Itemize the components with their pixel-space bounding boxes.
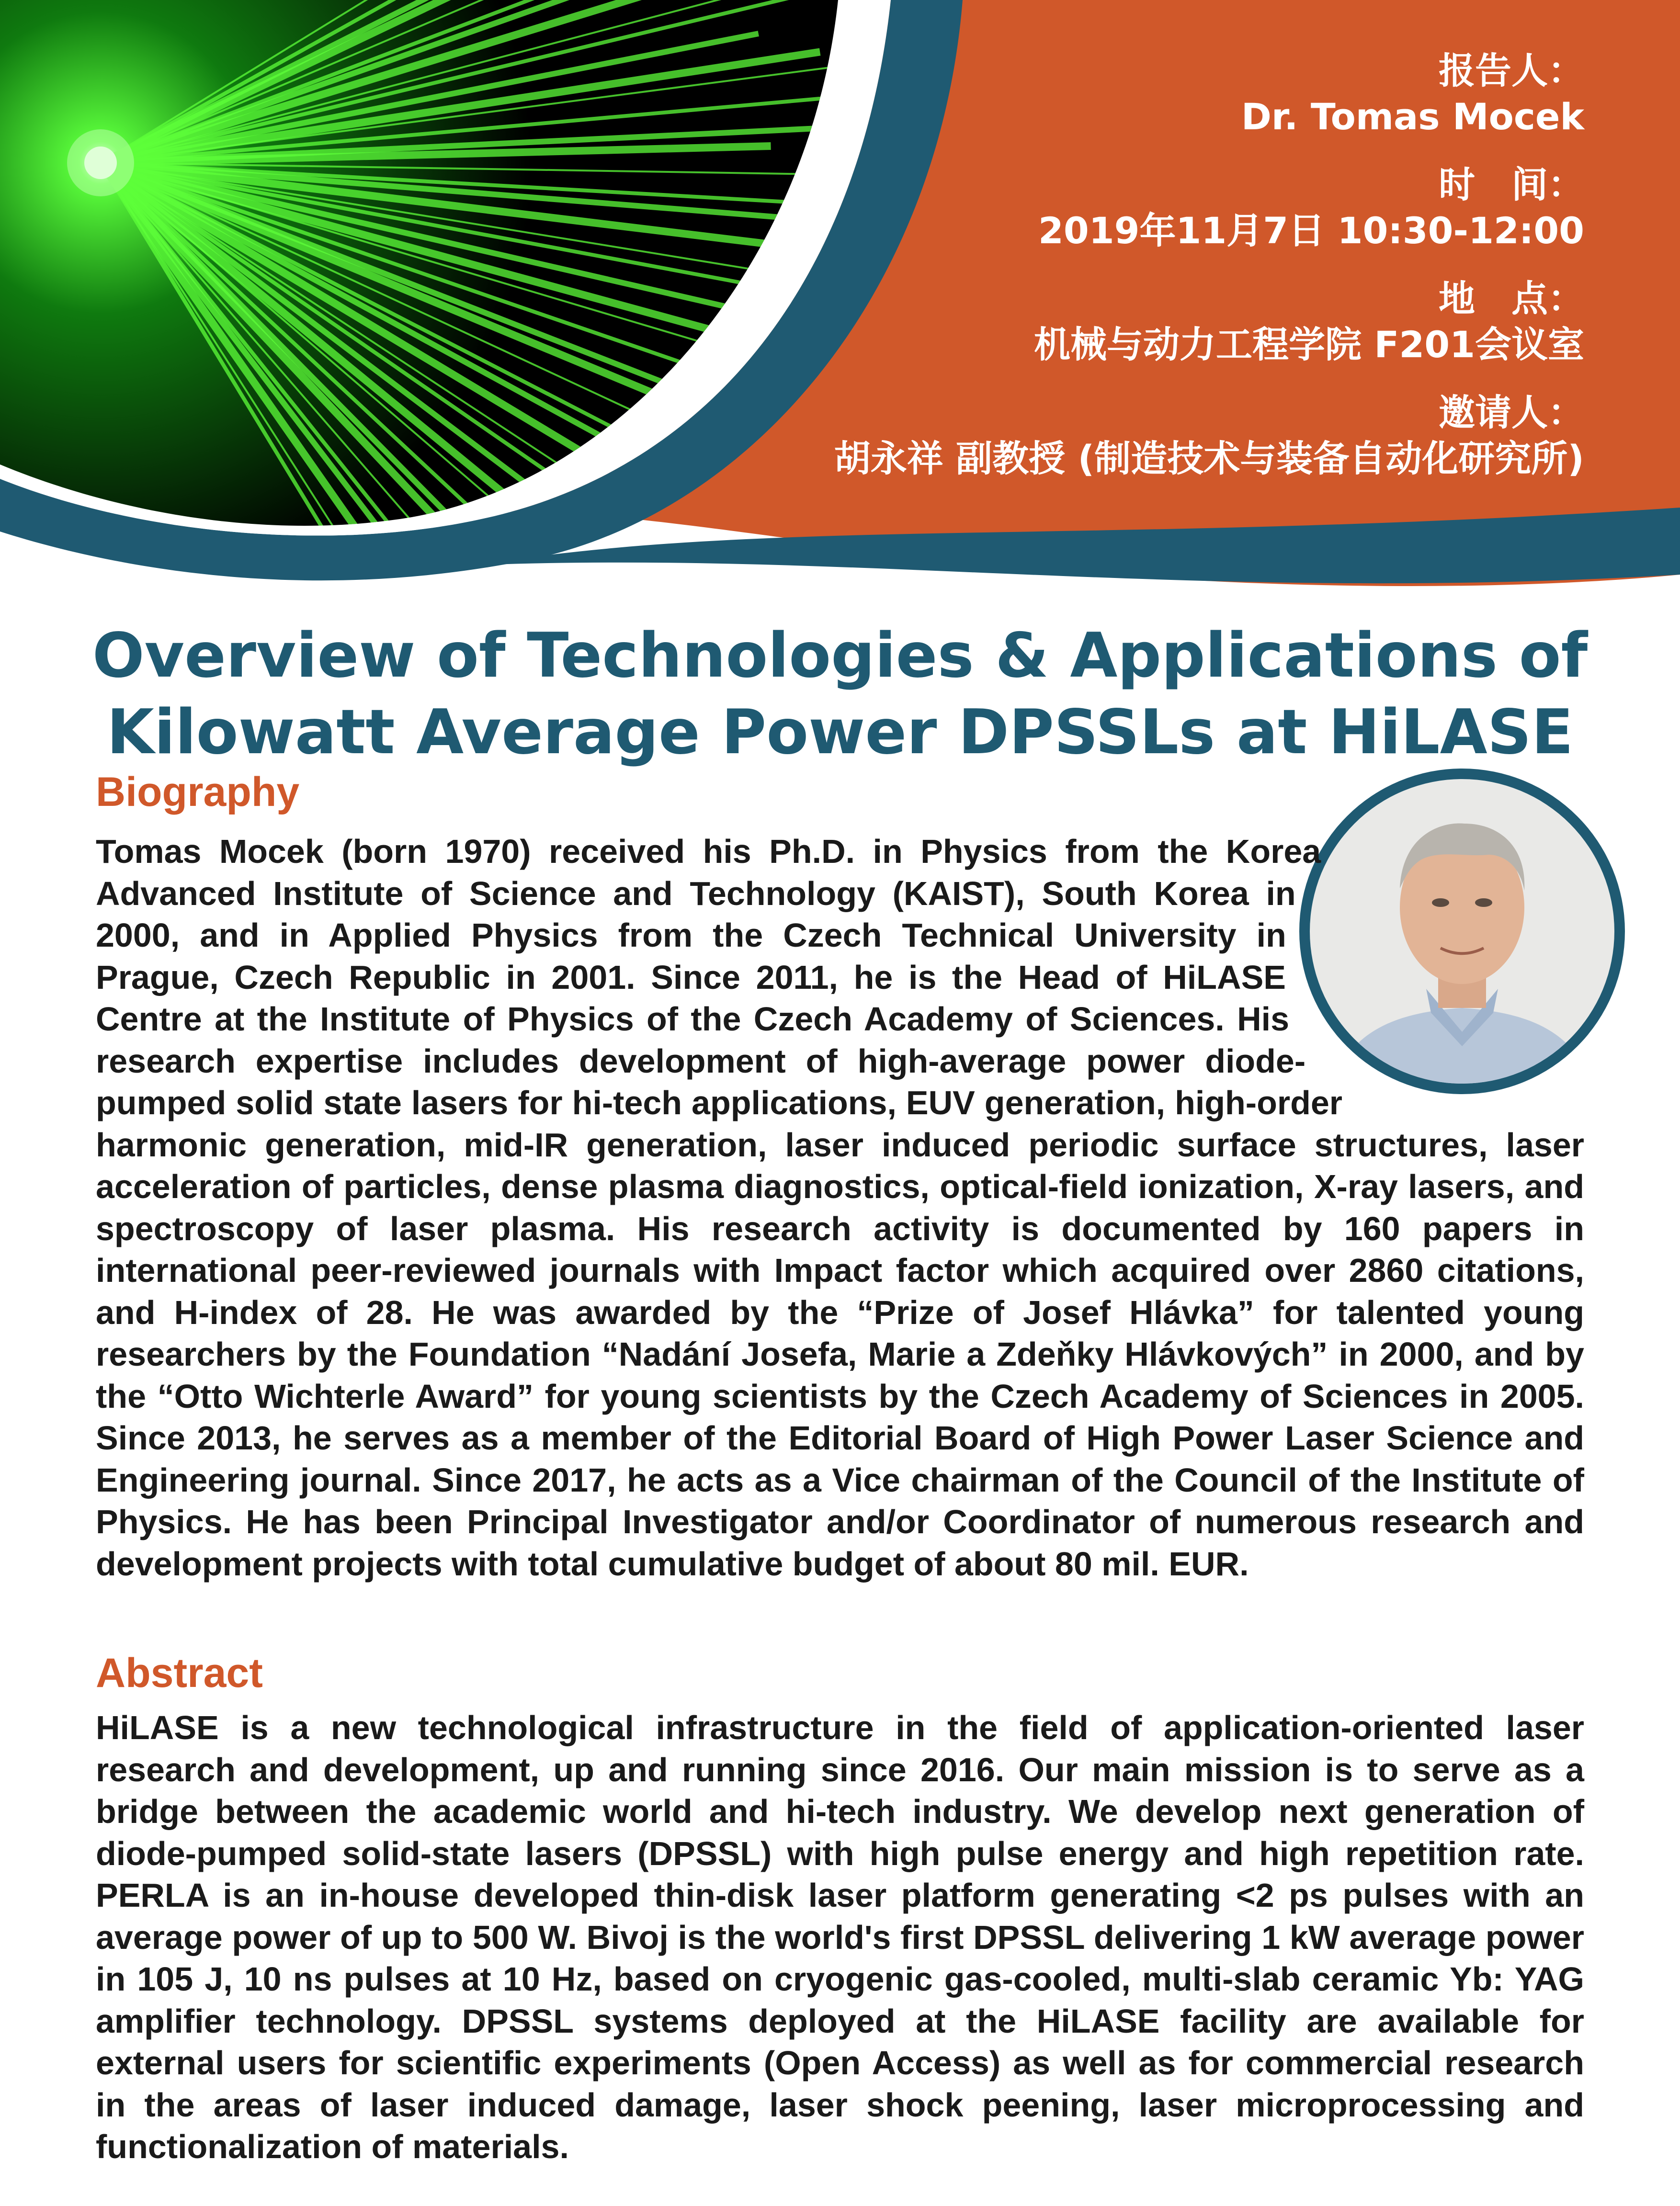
biography-heading: Biography: [96, 769, 300, 815]
time-value: 2019年11月7日 10:30-12:00: [1038, 209, 1584, 252]
place-value: 机械与动力工程学院 F201会议室: [1033, 323, 1584, 366]
title-line-1: Overview of Technologies & Applications of: [92, 620, 1588, 691]
abstract-heading: Abstract: [96, 1650, 263, 1696]
speaker-label: 报告人：: [1439, 49, 1584, 92]
event-info: [834, 48, 1584, 504]
speaker-name: Dr. Tomas Mocek: [1241, 95, 1584, 138]
title-line-2: Kilowatt Average Power DPSSLs at HiLASE: [106, 697, 1574, 768]
host-label: 邀请人：: [1439, 391, 1584, 434]
talk-title: [0, 618, 1680, 771]
biography-text: Tomas Mocek (born 1970) received his Ph.D. in Physics from the Korea Advanced Institute of Science and Technology (KAIST), South Korea in 2000, and in Applied Physics from the Czech Technical University in Prague, Czech Republic in 2001. Since 2011, he is the Head of HiLASE Centre at the Institute of Physics of the Czech Academy of Sciences. His research expertise includes development of high-average power diode-pumped solid state lasers for hi-tech applications, EUV generation, high-order harmonic generation, mid-IR generation, laser induced periodic surface structures, laser acceleration of particles, dense plasma diagnostics, optical-field ionization, X-ray lasers, and spectroscopy of laser plasma. His research activity is documented by 160 papers in international peer-reviewed journals with Impact factor which acquired over 2860 citations, and H-index of 28. He was awarded by the “Prize of Josef Hlávka” for talented young researchers by the Foundation “Nadání Josefa, Marie a Zdeňky Hlávkových” in 2000, and by the “Otto Wichterle Award” for young scientists by the Czech Academy of Sciences in 2005. Since 2013, he serves as a member of the Editorial Board of High Power Laser Science and Engineering journal. Since 2017, he acts as a Vice chairman of the Council of the Institute of Physics. He has been Principal Investigator and/or Coordinator of numerous research and development projects with total cumulative budget of about 80 mil. EUR.: [96, 833, 1584, 1583]
abstract-section: [96, 1707, 1584, 2168]
biography-section: [96, 831, 1584, 1585]
time-label: 时 间：: [1439, 163, 1584, 206]
speaker-photo: [1297, 764, 1627, 1099]
place-label: 地 点：: [1439, 277, 1584, 320]
host-value: 胡永祥 副教授 (制造技术与装备自动化研究所): [834, 437, 1584, 480]
abstract-text: HiLASE is a new technological infrastructure in the field of application-oriented laser research and development, up and running since 2016. Our main mission is to serve as a bridge between the academic world and hi-tech industry. We develop next generation of diode-pumped solid-state lasers (DPSSL) with high pulse energy and high repetition rate. PERLA is an in-house developed thin-disk laser platform generating <2 ps pulses with an average power of up to 500 W. Bivoj is the world's first DPSSL delivering 1 kW average power in 105 J, 10 ns pulses at 10 Hz, based on cryogenic gas-cooled, multi-slab ceramic Yb: YAG amplifier technology. DPSSL systems deployed at the HiLASE facility are available for external users for scientific experiments (Open Access) as well as for commercial research in the areas of laser induced damage, laser shock peening, laser microprocessing and functionalization of materials.: [96, 1709, 1584, 2165]
